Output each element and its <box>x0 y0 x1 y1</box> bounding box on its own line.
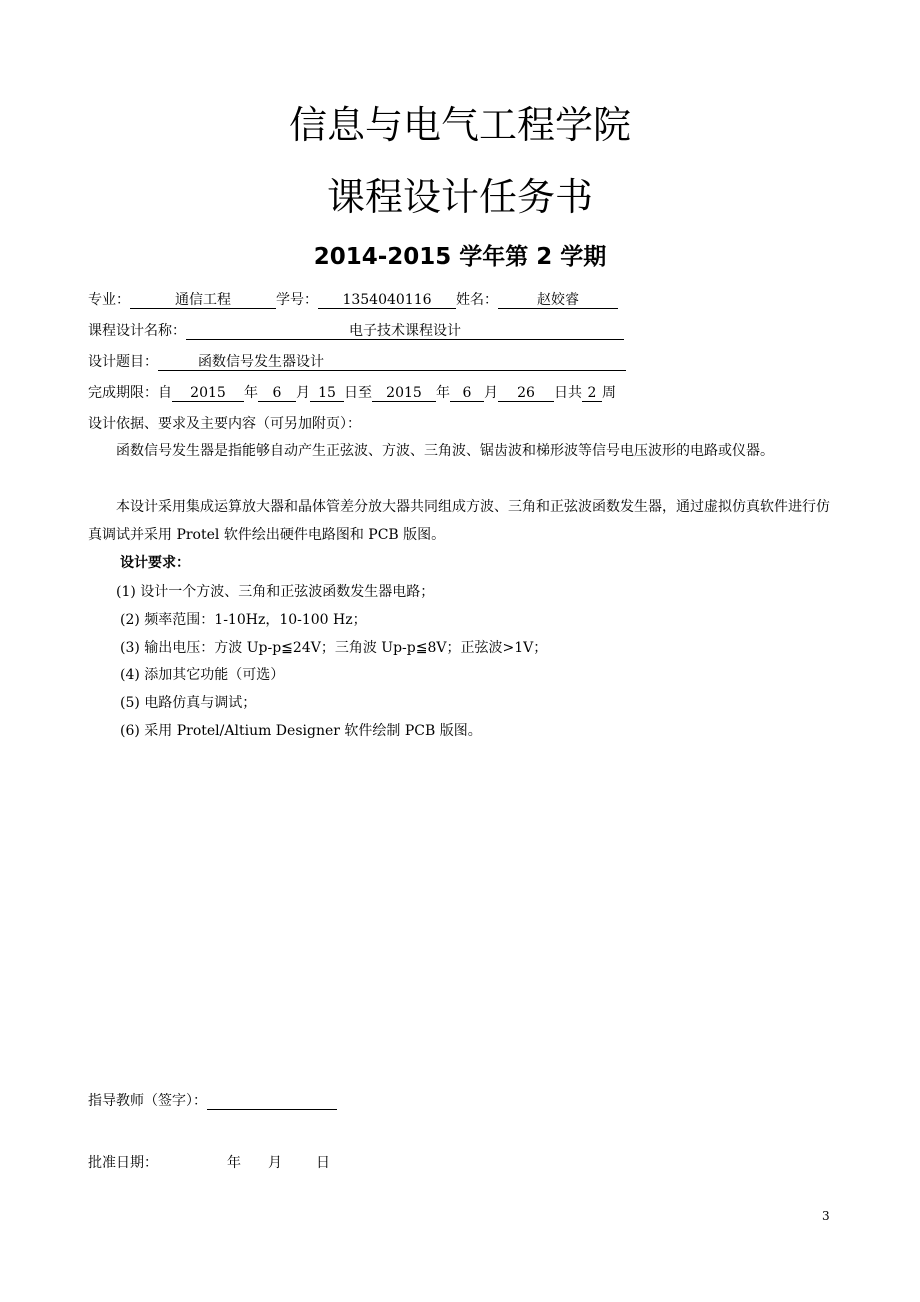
paragraph-intro: 函数信号发生器是指能够自动产生正弦波、方波、三角波、锯齿波和梯形波等信号电压波形的电路或仪器。 <box>116 443 774 459</box>
start-year-char: 年 <box>244 385 258 401</box>
day-total: 日共 <box>554 385 582 401</box>
day-to: 日至 <box>344 385 372 401</box>
approval-date-line <box>88 1154 158 1172</box>
weeks: 2 <box>582 385 602 402</box>
start-year: 2015 <box>172 385 244 402</box>
name-label: 姓名： <box>456 292 498 308</box>
page-number: 3 <box>822 1209 830 1223</box>
start-month: 6 <box>258 385 296 402</box>
end-year: 2015 <box>372 385 436 402</box>
teacher-label: 指导教师（签字）： <box>88 1093 207 1109</box>
start-day: 15 <box>310 385 344 402</box>
end-month: 6 <box>450 385 484 402</box>
school-title: 信息与电气工程学院 <box>288 103 631 147</box>
signature-blank <box>207 1095 337 1110</box>
name-value: 赵姣睿 <box>498 292 618 309</box>
requirement-item: (2) 频率范围：1-10Hz，10-100 Hz； <box>120 612 367 628</box>
topic-value-text: 函数信号发生器设计 <box>198 354 324 370</box>
major-value: 通信工程 <box>130 292 276 309</box>
requirement-item: (3) 输出电压：方波 Up-p≦24V；三角波 Up-p≦8V；正弦波>1V； <box>120 640 548 656</box>
term-line: 2014-2015 学年第 2 学期 <box>313 244 607 270</box>
requirement-item: (1) 设计一个方波、三角和正弦波函数发生器电路； <box>116 584 435 600</box>
topic-value <box>158 354 626 371</box>
course-label: 课程设计名称： <box>88 323 186 339</box>
basis-label: 设计依据、要求及主要内容（可另加附页）： <box>88 416 361 432</box>
approval-day-char: 日 <box>316 1155 330 1171</box>
student-id-value: 1354040116 <box>318 292 456 309</box>
major-label: 专业： <box>88 292 130 308</box>
approval-label: 批准日期： <box>88 1155 158 1171</box>
approval-month-char: 月 <box>268 1155 282 1171</box>
topic-label: 设计题目： <box>88 354 158 370</box>
teacher-signature-line <box>88 1092 337 1110</box>
student-id-label: 学号： <box>276 292 318 308</box>
approval-year-char: 年 <box>227 1155 241 1171</box>
end-month-char: 月 <box>484 385 498 401</box>
info-line-course <box>88 322 624 340</box>
info-line-topic <box>88 353 626 371</box>
requirement-item: (5) 电路仿真与调试； <box>120 695 257 711</box>
requirement-item: (6) 采用 Protel/Altium Designer 软件绘制 PCB 版图。 <box>120 723 482 739</box>
course-value: 电子技术课程设计 <box>186 323 624 340</box>
requirements-title: 设计要求： <box>120 555 190 571</box>
paragraph-design: 本设计采用集成运算放大器和晶体管差分放大器共同组成方波、三角和正弦波函数发生器，通过虚拟仿真软件进行仿真调试并采用 Protel 软件绘出硬件电路图和 PCB 版图。 <box>88 499 830 543</box>
info-line-student <box>88 291 618 309</box>
start-month-char: 月 <box>296 385 310 401</box>
deadline-label: 完成期限：自 <box>88 385 172 401</box>
end-year-char: 年 <box>436 385 450 401</box>
info-line-deadline <box>88 384 616 402</box>
document-title: 课程设计任务书 <box>326 175 593 219</box>
week-char: 周 <box>602 385 616 401</box>
requirement-item: (4) 添加其它功能（可选） <box>120 667 285 683</box>
end-day: 26 <box>498 385 554 402</box>
